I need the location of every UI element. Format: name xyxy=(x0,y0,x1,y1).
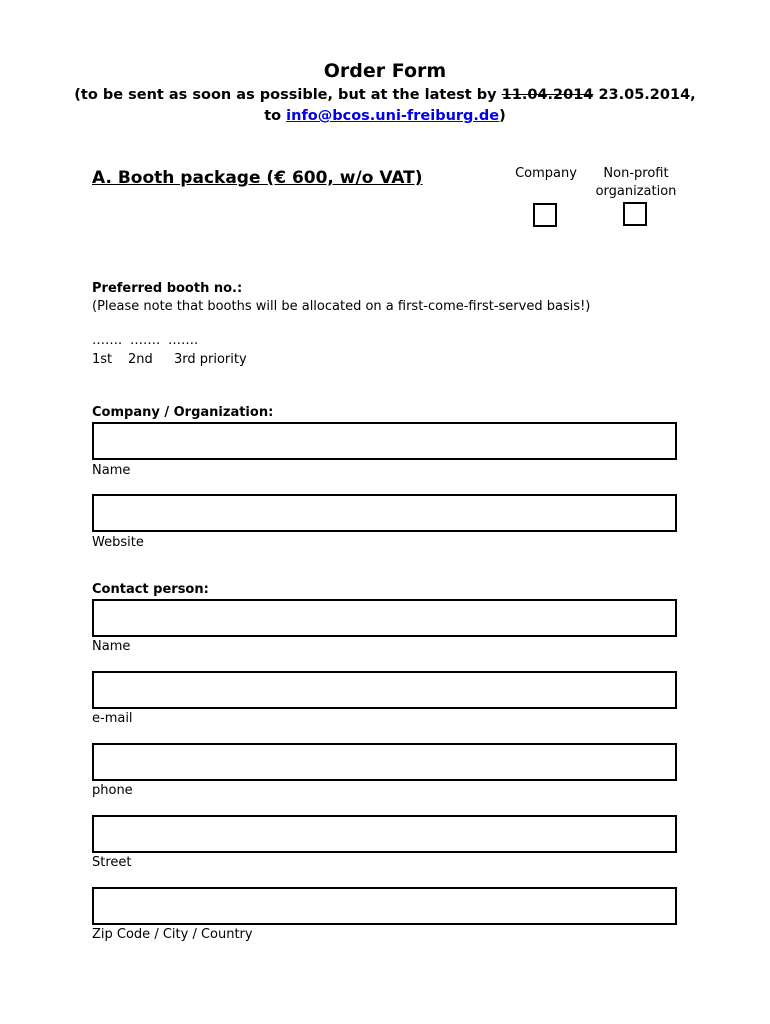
send-to-prefix: to xyxy=(264,108,287,124)
company-name-field[interactable] xyxy=(92,422,677,460)
send-to-note xyxy=(0,108,770,124)
contact-name-label: Name xyxy=(92,639,131,654)
booth-dots-3: ……. xyxy=(168,333,199,348)
company-website-label: Website xyxy=(92,535,144,550)
section-a-title: A. Booth package (€ 600, w/o VAT) xyxy=(92,168,423,188)
booth-heading: Preferred booth no.: xyxy=(92,281,243,296)
email-link[interactable]: info@bcos.uni-freiburg.de xyxy=(286,108,500,124)
old-deadline: 11.04.2014 xyxy=(501,87,594,103)
new-deadline: 23.05.2014, xyxy=(593,87,696,103)
priority-1-label: 1st xyxy=(92,352,113,367)
contact-zip-city-country-label: Zip Code / City / Country xyxy=(92,927,253,942)
nonprofit-checkbox[interactable] xyxy=(623,202,647,226)
company-heading: Company / Organization: xyxy=(92,405,274,420)
send-to-suffix: ) xyxy=(499,108,506,124)
contact-name-field[interactable] xyxy=(92,599,677,637)
option-nonprofit-label-line2: organization xyxy=(595,184,677,199)
contact-street-field[interactable] xyxy=(92,815,677,853)
deadline-prefix: (to be sent as soon as possible, but at the latest by xyxy=(74,87,502,103)
contact-zip-city-country-field[interactable] xyxy=(92,887,677,925)
contact-street-label: Street xyxy=(92,855,132,870)
booth-note: (Please note that booths will be allocated on a first-come-first-served basis!) xyxy=(92,299,591,314)
company-checkbox[interactable] xyxy=(533,203,557,227)
company-name-label: Name xyxy=(92,463,131,478)
deadline-note xyxy=(0,87,770,103)
booth-dots-1: ……. xyxy=(92,333,123,348)
priority-2-label: 2nd xyxy=(128,352,153,367)
company-website-field[interactable] xyxy=(92,494,677,532)
contact-email-label: e-mail xyxy=(92,711,133,726)
contact-phone-field[interactable] xyxy=(92,743,677,781)
contact-heading: Contact person: xyxy=(92,582,209,597)
booth-dots-2: ……. xyxy=(130,333,161,348)
contact-phone-label: phone xyxy=(92,783,133,798)
option-nonprofit-label-line1: Non-profit xyxy=(603,166,669,181)
priority-3-label: 3rd priority xyxy=(174,352,247,367)
option-company-label: Company xyxy=(515,166,577,181)
page-title: Order Form xyxy=(323,60,447,82)
option-nonprofit-label xyxy=(588,165,684,201)
contact-email-field[interactable] xyxy=(92,671,677,709)
